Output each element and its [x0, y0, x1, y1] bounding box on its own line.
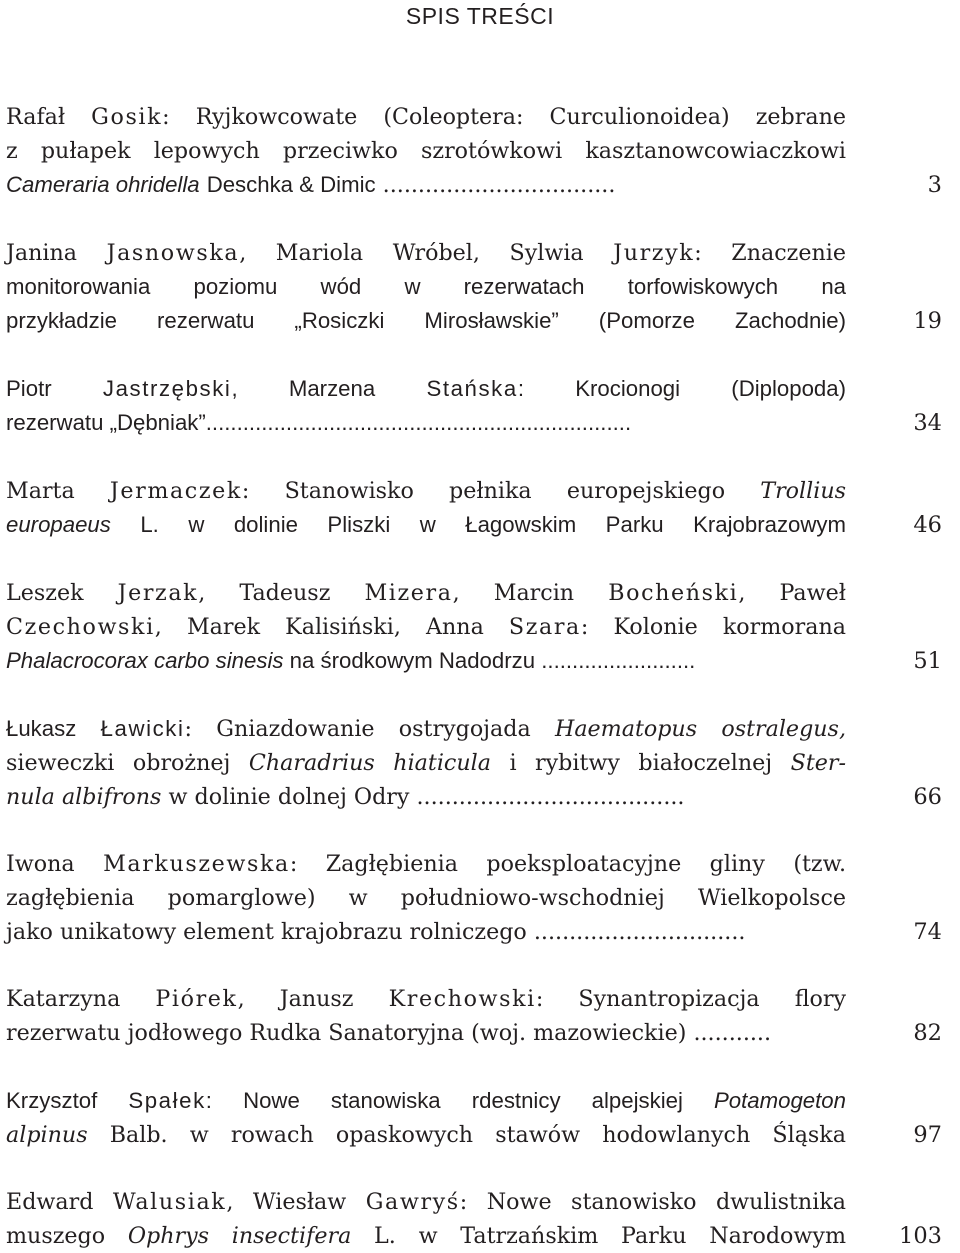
species-name: Phalacrocorax carbo sinesis — [6, 648, 284, 673]
species-name: Ster- — [790, 750, 846, 776]
toc-entry — [6, 982, 960, 1050]
species-name: europaeus — [6, 512, 111, 537]
toc-entry — [6, 100, 960, 202]
entry-line: sieweczki obrożnej Charadrius hiaticula i rybitwy białoczelnej Ster- — [6, 750, 846, 776]
entry-text — [6, 847, 846, 949]
entry-line: monitorowania poziomu wód w rezerwatach torfowiskowych na — [6, 274, 846, 299]
entry-line: Krzysztof Spałek: Nowe stanowiska rdestnicy alpejskiej Potamogeton — [6, 1088, 846, 1113]
entry-line: muszego Ophrys insectifera L. w Tatrzańskim Parku Narodowym — [6, 1223, 846, 1249]
entry-line: jako unikatowy element krajobrazu rolniczego .............................. — [6, 919, 746, 945]
species-name: alpinus — [6, 1122, 88, 1148]
page-number: 46 — [913, 512, 942, 538]
leader-dots: ..................................................................... — [205, 410, 632, 435]
page-number: 74 — [913, 919, 942, 945]
species-name: Cameraria ohridella — [6, 172, 200, 197]
leader-dots: ................................. — [382, 172, 616, 198]
toc-entry — [6, 1084, 960, 1152]
species-name: Haematopus ostralegus, — [554, 716, 846, 742]
entry-line: europaeus L. w dolinie Pliszki w Łagowskim Parku Krajobrazowym — [6, 512, 846, 537]
entry-line: Marta Jermaczek: Stanowisko pełnika europejskiego Trollius — [6, 478, 846, 504]
page-number: 66 — [913, 784, 942, 810]
species-name: nula albifrons — [6, 784, 162, 810]
toc-entry — [6, 236, 960, 338]
entry-line: Iwona Markuszewska: Zagłębienia poeksploatacyjne gliny (tzw. — [6, 851, 846, 877]
toc-entry — [6, 1185, 960, 1253]
entry-text — [6, 1185, 846, 1253]
toc-entry — [6, 847, 960, 949]
entry-text — [6, 474, 846, 542]
entry-line: Piotr Jastrzębski, Marzena Stańska: Krocionogi (Diplopoda) — [6, 376, 846, 401]
entry-text — [6, 576, 846, 678]
entry-text — [6, 1084, 846, 1152]
entry-line: z pułapek lepowych przeciwko szrotówkowi kasztanowcowiaczkowi — [6, 138, 846, 164]
leader-dots: ......................... — [541, 648, 696, 673]
entry-text — [6, 982, 846, 1050]
entry-line: Czechowski, Marek Kalisiński, Anna Szara: Kolonie kormorana — [6, 614, 846, 640]
entry-line: nula albifrons w dolinie dolnej Odry ...................................... — [6, 784, 685, 810]
page-number: 19 — [913, 308, 942, 334]
leader-dots: .............................. — [533, 919, 746, 945]
entry-line: Łukasz Ławicki: Gniazdowanie ostrygojada Haematopus ostralegus, — [6, 716, 846, 742]
entry-line: rezerwatu „Dębniak”..................................................................... — [6, 410, 632, 435]
entry-text — [6, 100, 846, 202]
page-title: SPIS TREŚCI — [405, 3, 555, 29]
entry-line: Janina Jasnowska, Mariola Wróbel, Sylwia Jurzyk: Znaczenie — [6, 240, 846, 266]
entry-line: Rafał Gosik: Ryjkowcowate (Coleoptera: Curculionoidea) zebrane — [6, 104, 846, 130]
page-number: 34 — [913, 410, 942, 436]
entry-text — [6, 236, 846, 338]
species-name: Ophrys insectifera — [127, 1223, 352, 1249]
toc-entry — [6, 576, 960, 678]
toc-entry — [6, 372, 960, 440]
page-number: 51 — [913, 648, 942, 674]
leader-dots: ........... — [693, 1020, 772, 1046]
entry-line: Phalacrocorax carbo sinesis na środkowym Nadodrzu ......................... — [6, 648, 696, 673]
page-number: 97 — [913, 1122, 942, 1148]
entry-line: przykładzie rezerwatu „Rosiczki Mirosławskie” (Pomorze Zachodnie) — [6, 308, 846, 333]
entry-text — [6, 712, 846, 814]
page-number: 103 — [899, 1223, 942, 1249]
species-name: Trollius — [760, 478, 846, 504]
species-name: Potamogeton — [714, 1088, 846, 1113]
entry-line: rezerwatu jodłowego Rudka Sanatoryjna (woj. mazowieckie) ........... — [6, 1020, 772, 1046]
species-name: Charadrius hiaticula — [248, 750, 491, 776]
entry-line: Edward Walusiak, Wiesław Gawryś: Nowe stanowisko dwulistnika — [6, 1189, 846, 1215]
toc-entry — [6, 474, 960, 542]
leader-dots: ...................................... — [416, 784, 685, 810]
entry-text — [6, 372, 846, 440]
entry-line: alpinus Balb. w rowach opaskowych stawów hodowlanych Śląska — [6, 1122, 846, 1148]
entry-line: Katarzyna Piórek, Janusz Krechowski: Synantropizacja flory — [6, 986, 846, 1012]
entry-line: Cameraria ohridella Deschka & Dimic ................................. — [6, 172, 616, 198]
page-number: 82 — [913, 1020, 942, 1046]
entry-line: Leszek Jerzak, Tadeusz Mizera, Marcin Bocheński, Paweł — [6, 580, 846, 606]
entry-line: zagłębienia pomarglowe) w południowo-wschodniej Wielkopolsce — [6, 885, 846, 911]
page-number: 3 — [927, 172, 942, 198]
toc-entry — [6, 712, 960, 814]
